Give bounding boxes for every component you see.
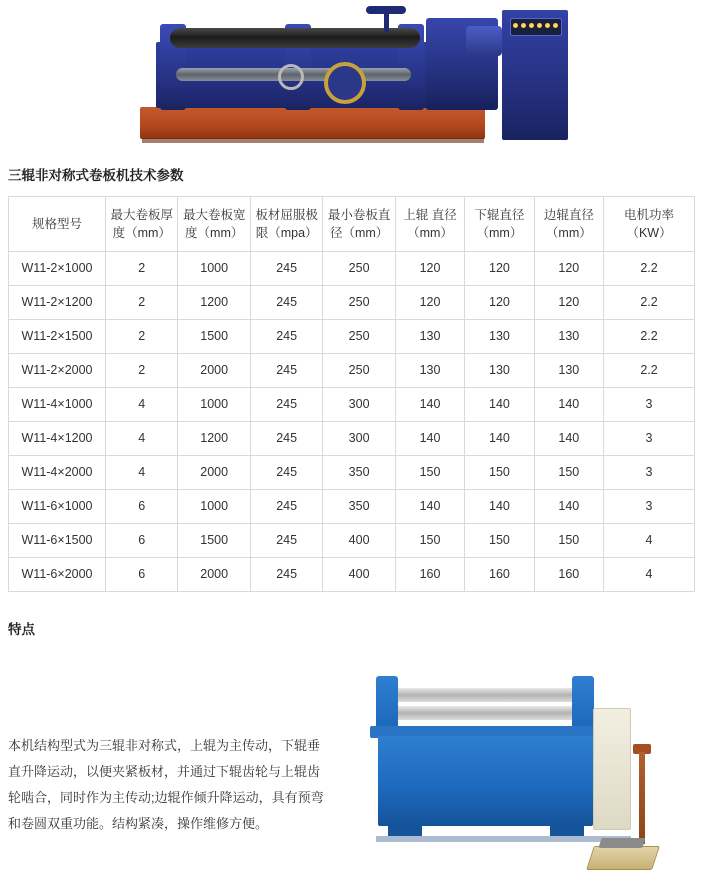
cell-min-dia: 250 (323, 320, 395, 354)
features-section-title: 特点 (8, 622, 35, 637)
table-header-row (9, 197, 695, 252)
cell-model: W11-2×1000 (9, 252, 106, 286)
cell-yield: 245 (250, 354, 322, 388)
cell-yield: 245 (250, 252, 322, 286)
cell-width: 1000 (178, 252, 250, 286)
cell-power: 3 (604, 490, 695, 524)
cell-yield: 245 (250, 456, 322, 490)
machine-shadow (376, 836, 631, 842)
cell-upper-dia: 120 (395, 286, 464, 320)
th-model: 规格型号 (9, 197, 106, 252)
cell-side-dia: 140 (534, 422, 603, 456)
cell-side-dia: 150 (534, 524, 603, 558)
product-photo-top (0, 0, 703, 150)
cell-power: 3 (604, 388, 695, 422)
cell-width: 1200 (178, 422, 250, 456)
table-row (9, 456, 695, 490)
cell-model: W11-6×1500 (9, 524, 106, 558)
cell-width: 2000 (178, 456, 250, 490)
foot-pedal-plate (598, 838, 645, 848)
cell-width: 2000 (178, 354, 250, 388)
cell-thickness: 2 (106, 252, 178, 286)
cell-upper-dia: 140 (395, 422, 464, 456)
cell-lower-dia: 120 (465, 286, 534, 320)
features-body-text: 本机结构型式为三辊非对称式，上辊为主传动，下辊垂直升降运动，以便夹紧板材，并通过下辊齿轮与上辊齿轮啮合，同时作为主传动;边辊作倾升降运动，具有预弯和卷圆双重功能。结构紧凑，操作维修方便。 (8, 738, 324, 831)
cell-min-dia: 300 (323, 388, 395, 422)
table-row (9, 320, 695, 354)
cell-upper-dia: 130 (395, 320, 464, 354)
bottom-machine-body (378, 736, 593, 826)
cell-model: W11-2×2000 (9, 354, 106, 388)
table-row (9, 286, 695, 320)
machine-base (140, 107, 485, 139)
table-row (9, 524, 695, 558)
cell-min-dia: 350 (323, 490, 395, 524)
th-max-thickness: 最大卷板厚度（mm） (106, 197, 178, 252)
th-yield-limit: 板材屈服极限（mpa） (250, 197, 322, 252)
machine-handle-stem (384, 10, 389, 32)
table-row (9, 558, 695, 592)
cell-min-dia: 400 (323, 524, 395, 558)
machine-handwheel (324, 62, 366, 104)
machine-base-shadow (142, 138, 484, 143)
cell-model: W11-6×2000 (9, 558, 106, 592)
cell-thickness: 6 (106, 524, 178, 558)
cell-lower-dia: 130 (465, 320, 534, 354)
cell-side-dia: 130 (534, 354, 603, 388)
cell-side-dia: 120 (534, 286, 603, 320)
cell-lower-dia: 150 (465, 524, 534, 558)
machine-small-handwheel (278, 64, 304, 90)
cell-model: W11-2×1500 (9, 320, 106, 354)
cell-yield: 245 (250, 388, 322, 422)
cell-side-dia: 140 (534, 388, 603, 422)
cell-width: 1500 (178, 320, 250, 354)
cell-model: W11-4×2000 (9, 456, 106, 490)
th-upper-roller-dia: 上辊 直径（mm） (395, 197, 464, 252)
cell-power: 4 (604, 524, 695, 558)
indicator-led (553, 23, 558, 28)
cell-thickness: 2 (106, 354, 178, 388)
indicator-led (545, 23, 550, 28)
machine-motor (466, 26, 502, 56)
machine-illustration-top (130, 2, 580, 148)
table-row (9, 490, 695, 524)
cell-power: 2.2 (604, 320, 695, 354)
cell-power: 2.2 (604, 286, 695, 320)
cell-thickness: 6 (106, 490, 178, 524)
cell-upper-dia: 150 (395, 456, 464, 490)
cell-thickness: 2 (106, 286, 178, 320)
spec-table (8, 196, 695, 592)
machine-upper-roller (170, 28, 420, 48)
foot-switch-pole (639, 752, 645, 844)
indicator-led (537, 23, 542, 28)
indicator-led (513, 23, 518, 28)
th-max-width: 最大卷板宽度（mm） (178, 197, 250, 252)
cell-model: W11-4×1000 (9, 388, 106, 422)
cell-upper-dia: 130 (395, 354, 464, 388)
cell-width: 1000 (178, 490, 250, 524)
cell-model: W11-2×1200 (9, 286, 106, 320)
table-row (9, 388, 695, 422)
th-side-roller-dia: 边辊直径（mm） (534, 197, 603, 252)
bottom-machine-upper-roller (392, 688, 577, 702)
cell-width: 1200 (178, 286, 250, 320)
indicator-led (521, 23, 526, 28)
spec-section-title: 三辊非对称式卷板机技术参数 (8, 168, 184, 183)
th-lower-roller-dia: 下辊直径（mm） (465, 197, 534, 252)
foot-pedal (586, 846, 660, 870)
cell-thickness: 2 (106, 320, 178, 354)
table-row (9, 252, 695, 286)
cell-min-dia: 350 (323, 456, 395, 490)
cell-power: 4 (604, 558, 695, 592)
cell-lower-dia: 130 (465, 354, 534, 388)
cell-thickness: 4 (106, 422, 178, 456)
cell-width: 2000 (178, 558, 250, 592)
cell-width: 1000 (178, 388, 250, 422)
cell-thickness: 4 (106, 456, 178, 490)
cell-power: 3 (604, 456, 695, 490)
cell-yield: 245 (250, 422, 322, 456)
cell-thickness: 6 (106, 558, 178, 592)
cell-yield: 245 (250, 524, 322, 558)
indicator-led (529, 23, 534, 28)
cell-yield: 245 (250, 320, 322, 354)
bottom-machine-control-box (593, 708, 631, 830)
bottom-machine-foot-left (388, 824, 422, 836)
cell-side-dia: 160 (534, 558, 603, 592)
cell-lower-dia: 140 (465, 422, 534, 456)
cell-power: 2.2 (604, 354, 695, 388)
cell-side-dia: 120 (534, 252, 603, 286)
cell-yield: 245 (250, 286, 322, 320)
cell-lower-dia: 160 (465, 558, 534, 592)
cell-lower-dia: 120 (465, 252, 534, 286)
cell-lower-dia: 150 (465, 456, 534, 490)
th-motor-power: 电机功率（KW） (604, 197, 695, 252)
cell-power: 3 (604, 422, 695, 456)
cell-thickness: 4 (106, 388, 178, 422)
cell-side-dia: 140 (534, 490, 603, 524)
cell-yield: 245 (250, 558, 322, 592)
cell-upper-dia: 140 (395, 490, 464, 524)
bottom-machine-foot-right (550, 824, 584, 836)
table-row (9, 354, 695, 388)
cell-min-dia: 400 (323, 558, 395, 592)
features-section (0, 656, 703, 896)
cell-min-dia: 250 (323, 354, 395, 388)
cell-power: 2.2 (604, 252, 695, 286)
cell-yield: 245 (250, 490, 322, 524)
cell-width: 1500 (178, 524, 250, 558)
cell-upper-dia: 140 (395, 388, 464, 422)
cell-lower-dia: 140 (465, 388, 534, 422)
table-row (9, 422, 695, 456)
cell-upper-dia: 120 (395, 252, 464, 286)
cell-min-dia: 250 (323, 286, 395, 320)
cell-min-dia: 250 (323, 252, 395, 286)
cell-min-dia: 300 (323, 422, 395, 456)
product-photo-bottom (350, 656, 700, 891)
cell-lower-dia: 140 (465, 490, 534, 524)
table-body (9, 252, 695, 592)
cell-model: W11-6×1000 (9, 490, 106, 524)
cell-side-dia: 130 (534, 320, 603, 354)
th-min-diameter: 最小卷板直径（mm） (323, 197, 395, 252)
cell-upper-dia: 150 (395, 524, 464, 558)
cell-model: W11-4×1200 (9, 422, 106, 456)
cell-side-dia: 150 (534, 456, 603, 490)
cell-upper-dia: 160 (395, 558, 464, 592)
bottom-machine-lower-roller (392, 706, 577, 720)
